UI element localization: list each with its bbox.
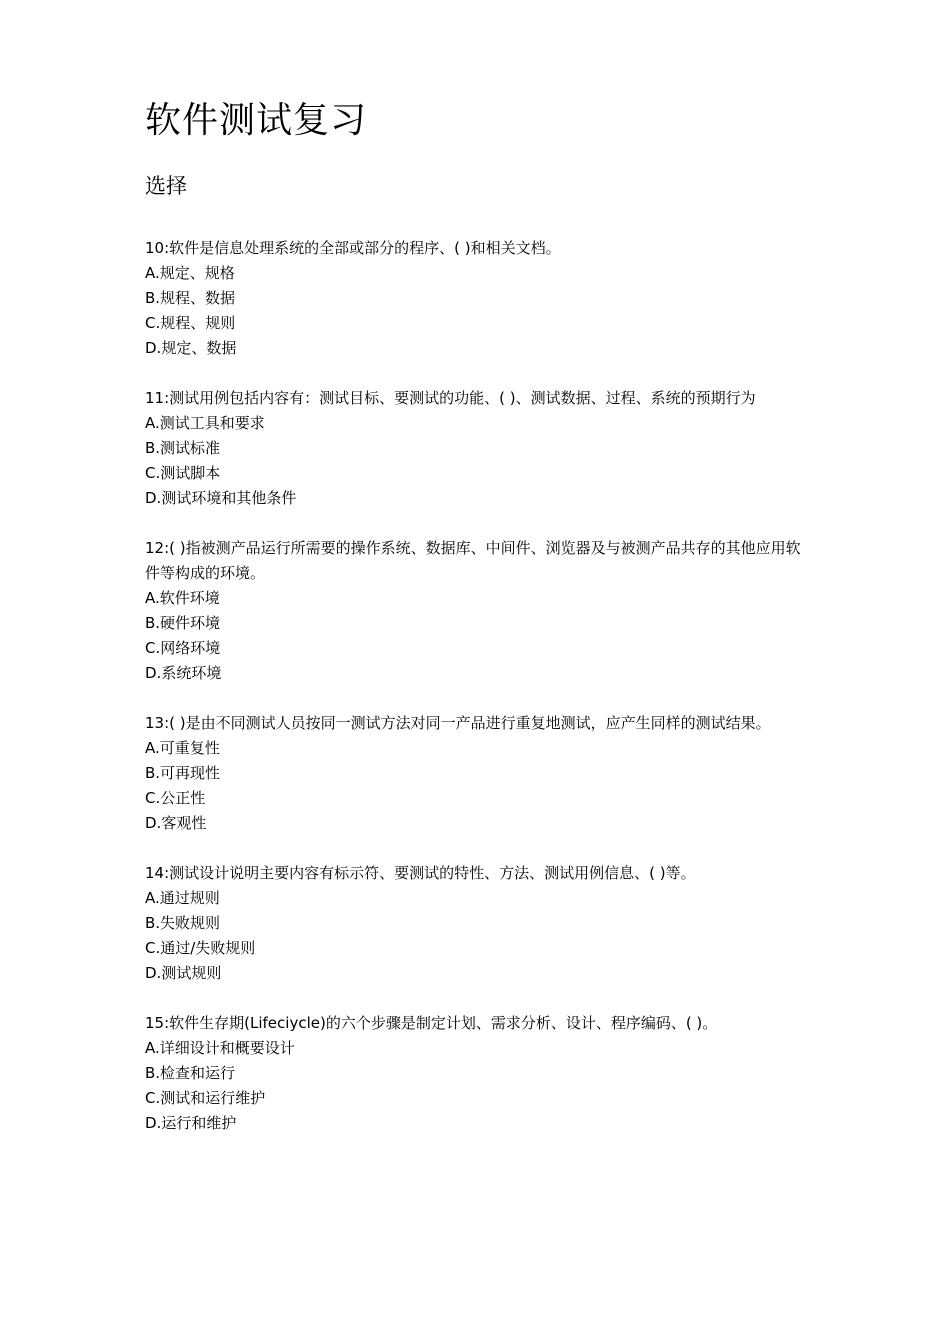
question-text: 14:测试设计说明主要内容有标示符、要测试的特性、方法、测试用例信息、( )等。 xyxy=(145,864,696,882)
option-a: A.通过规则 xyxy=(145,889,220,907)
section-heading: 选择 xyxy=(145,174,187,198)
option-d: D.规定、数据 xyxy=(145,339,237,357)
option-c: C.规程、规则 xyxy=(145,314,236,332)
option-c: C.测试脚本 xyxy=(145,464,221,482)
option-a: A.详细设计和概要设计 xyxy=(145,1039,295,1057)
question-14 xyxy=(145,861,815,986)
option-c: C.网络环境 xyxy=(145,639,221,657)
option-c: C.通过/失败规则 xyxy=(145,939,256,957)
option-a: A.测试工具和要求 xyxy=(145,414,265,432)
option-b: B.硬件环境 xyxy=(145,614,221,632)
question-text: 13:( )是由不同测试人员按同一测试方法对同一产品进行重复地测试，应产生同样的测试结果。 xyxy=(145,714,771,732)
option-a: A.可重复性 xyxy=(145,739,220,757)
option-a: A.软件环境 xyxy=(145,589,220,607)
question-10 xyxy=(145,236,815,361)
question-11 xyxy=(145,386,815,511)
option-d: D.系统环境 xyxy=(145,664,222,682)
option-b: B.失败规则 xyxy=(145,914,221,932)
option-d: D.测试环境和其他条件 xyxy=(145,489,297,507)
option-d: D.运行和维护 xyxy=(145,1114,237,1132)
option-d: D.客观性 xyxy=(145,814,207,832)
document-content xyxy=(145,95,815,1161)
option-b: B.可再现性 xyxy=(145,764,221,782)
option-c: C.公正性 xyxy=(145,789,206,807)
option-b: B.规程、数据 xyxy=(145,289,236,307)
question-15 xyxy=(145,1011,815,1136)
question-text: 11:测试用例包括内容有：测试目标、要测试的功能、( )、测试数据、过程、系统的预期行为 xyxy=(145,389,756,407)
option-d: D.测试规则 xyxy=(145,964,222,982)
option-c: C.测试和运行维护 xyxy=(145,1089,266,1107)
question-text: 12:( )指被测产品运行所需要的操作系统、数据库、中间件、浏览器及与被测产品共存的其他应用软件等构成的环境。 xyxy=(145,539,801,582)
question-12 xyxy=(145,536,815,686)
question-list xyxy=(145,236,815,1136)
question-13 xyxy=(145,711,815,836)
document-title: 软件测试复习 xyxy=(145,100,368,141)
option-b: B.检查和运行 xyxy=(145,1064,236,1082)
option-b: B.测试标准 xyxy=(145,439,221,457)
option-a: A.规定、规格 xyxy=(145,264,235,282)
question-text: 15:软件生存期(Lifeciycle)的六个步骤是制定计划、需求分析、设计、程序编码、( )。 xyxy=(145,1014,718,1032)
question-text: 10:软件是信息处理系统的全部或部分的程序、( )和相关文档。 xyxy=(145,239,561,257)
